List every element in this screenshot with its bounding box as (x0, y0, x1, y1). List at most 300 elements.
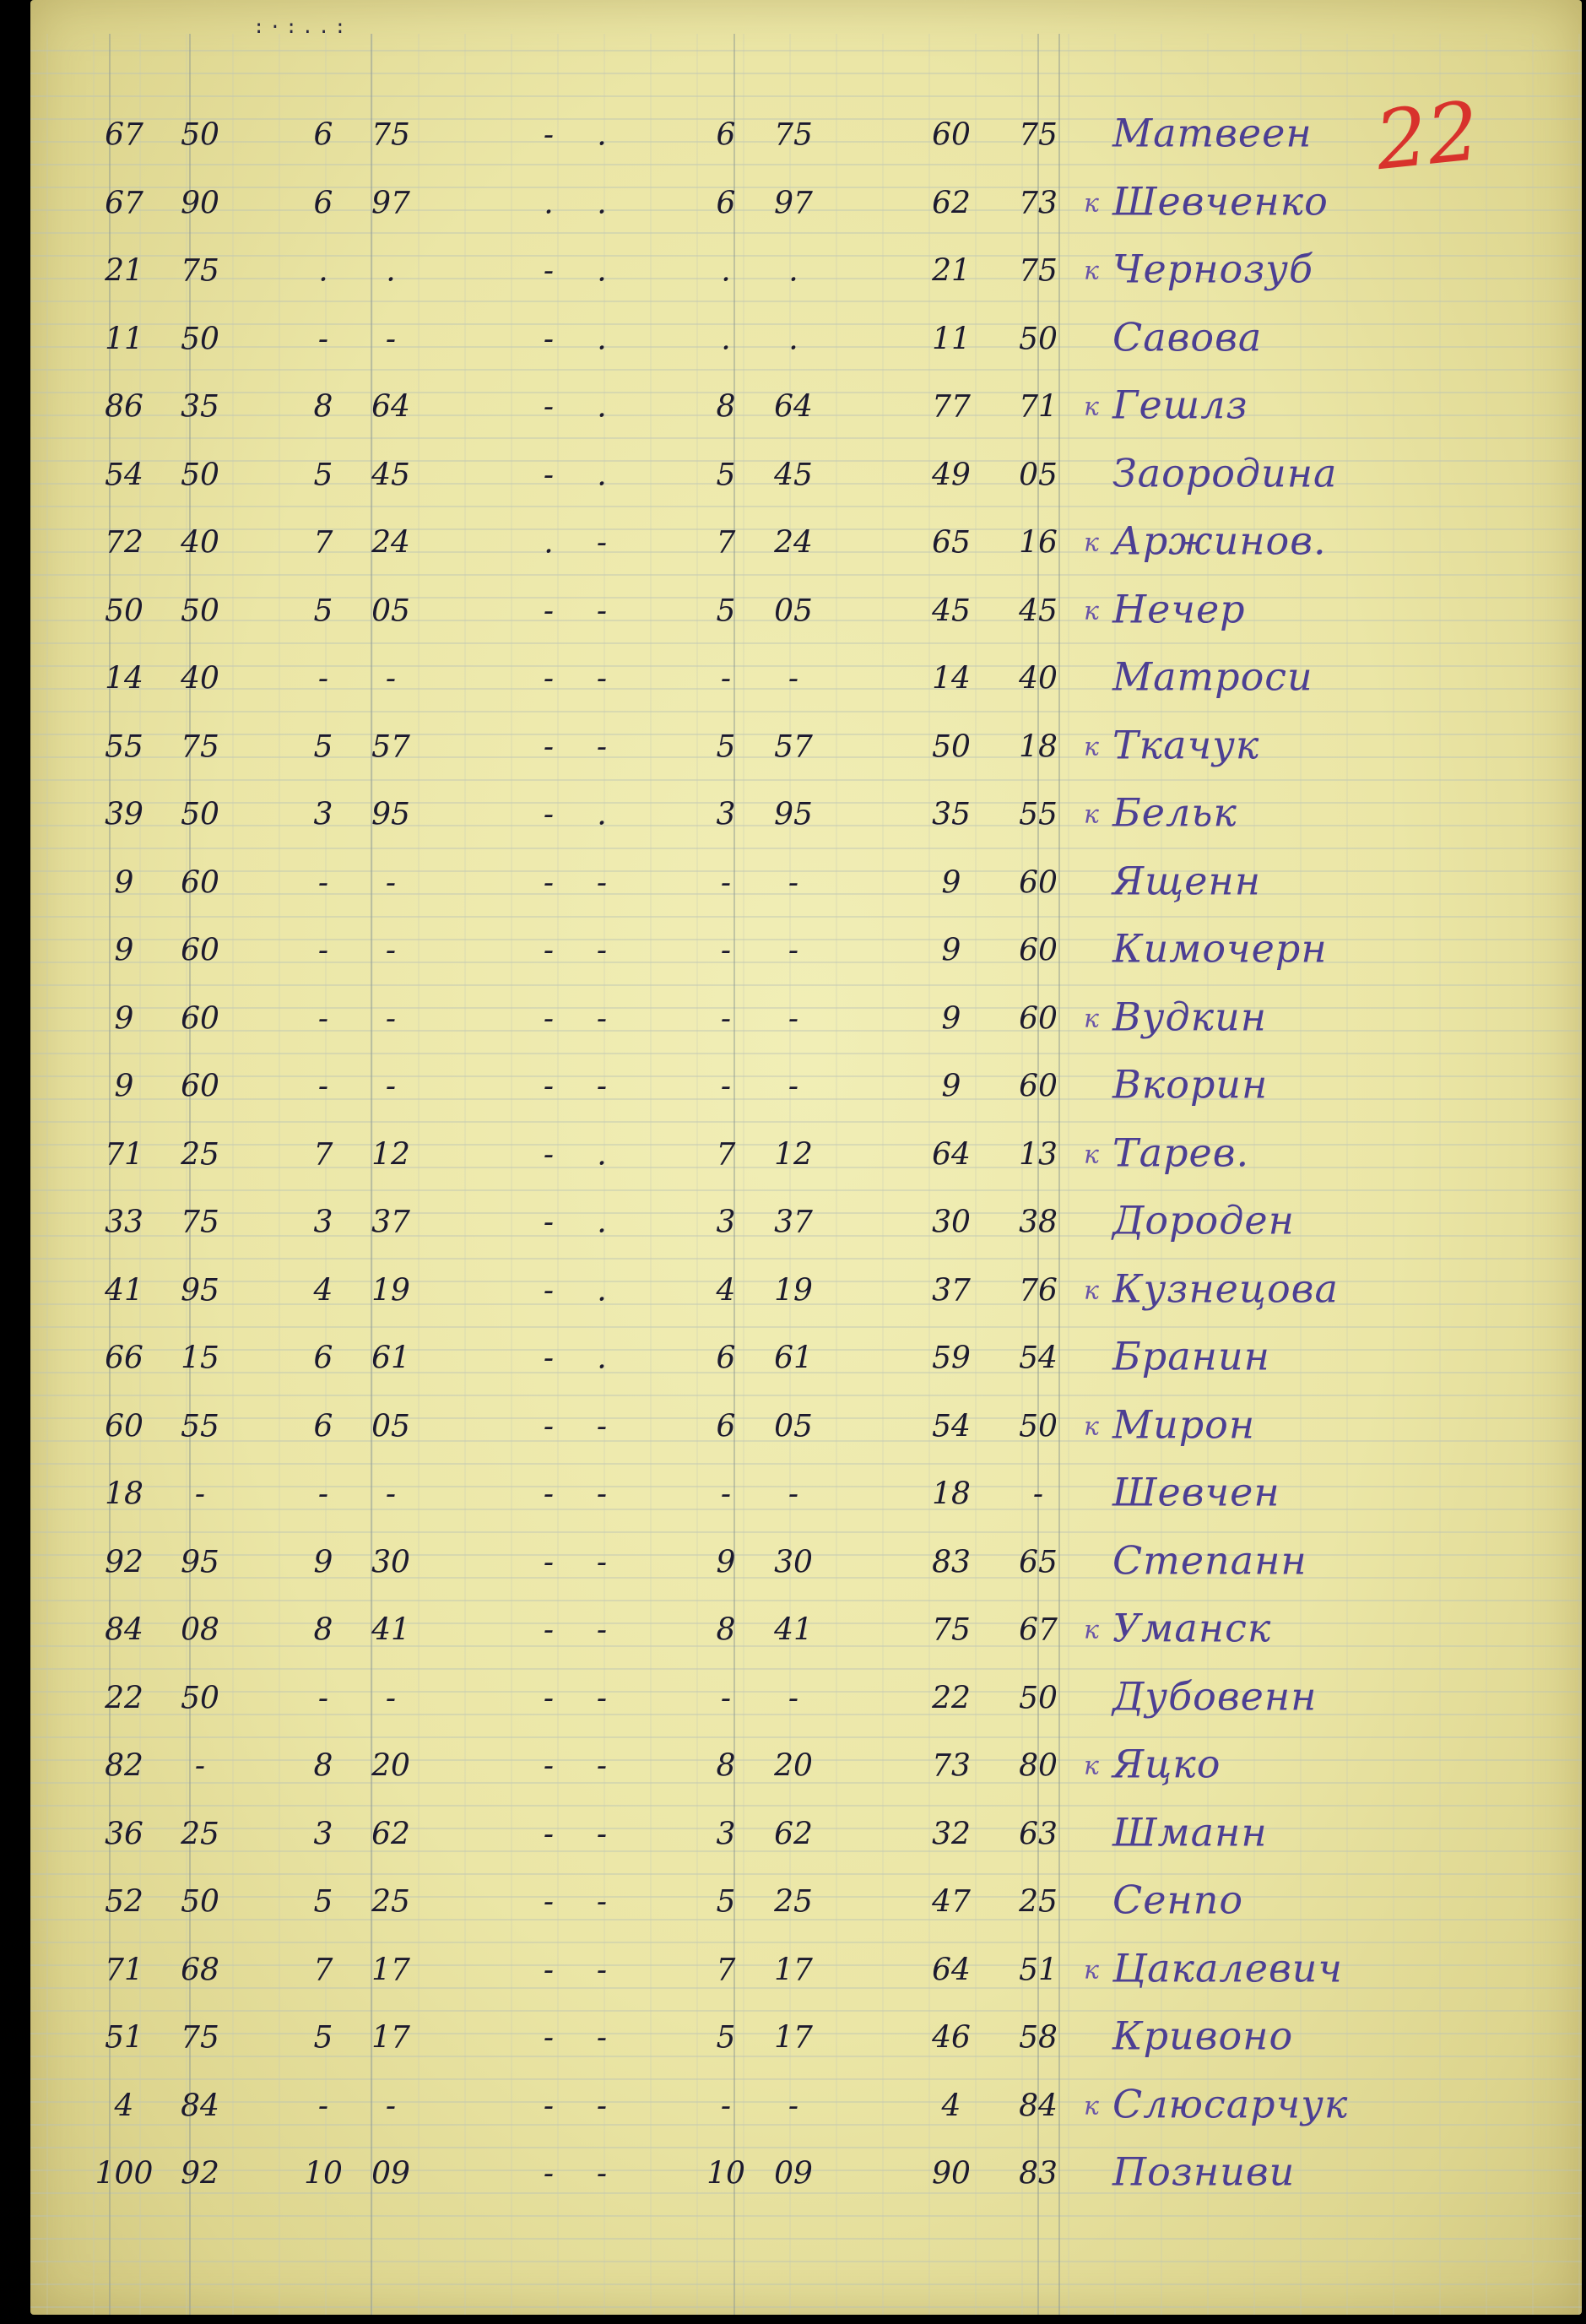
ledger-cell-col-6: - (596, 1612, 608, 1648)
ledger-cell-col-8: 24 (774, 525, 813, 561)
ledger-cell-col-1: 67 (105, 117, 143, 153)
ledger-cell-col-7: 9 (716, 1545, 736, 1579)
ledger-cell-col-6: . (597, 389, 607, 425)
check-mark: к (1084, 1276, 1099, 1305)
ledger-cell-col-2: 60 (181, 933, 219, 968)
ledger-cell-col-2: 60 (181, 1001, 219, 1036)
ledger-cell-col-8: 95 (774, 797, 813, 832)
ledger-cell-col-9: 64 (932, 1953, 971, 1987)
ledger-cell-col-3: 5 (313, 458, 333, 492)
ledger-cell-col-4: - (385, 865, 397, 900)
ledger-cell-col-3: 4 (313, 1273, 333, 1308)
ledger-cell-col-4: 45 (371, 458, 410, 492)
ledger-cell-col-6: . (597, 797, 607, 832)
ledger-cell-col-5: - (543, 2156, 555, 2191)
ledger-cell-col-6: - (596, 1069, 608, 1104)
ledger-cell-col-7: - (720, 1476, 732, 1512)
ledger-cell-col-7: - (720, 2088, 732, 2123)
ledger-cell-col-3: - (317, 1069, 329, 1104)
signature-name: Аржинов. (1112, 517, 1327, 564)
ledger-cell-col-9: 9 (941, 865, 961, 900)
ledger-cell-col-5: - (543, 1205, 555, 1240)
ledger-cell-col-8: 17 (774, 2020, 813, 2056)
ledger-cell-col-4: - (385, 1476, 397, 1512)
ledger-cell-col-10: 60 (1019, 865, 1058, 900)
ledger-cell-col-3: 8 (313, 1612, 333, 1648)
ledger-cell-col-5: . (544, 525, 554, 561)
ledger-cell-col-10: 58 (1019, 2020, 1058, 2056)
ledger-cell-col-6: - (596, 525, 608, 561)
ledger-cell-col-1: 21 (105, 253, 143, 289)
ledger-cell-col-9: 62 (932, 186, 971, 220)
ledger-cell-col-2: 50 (181, 322, 219, 356)
ledger-cell-col-9: 90 (932, 2156, 971, 2191)
ledger-cell-col-5: - (543, 1341, 555, 1376)
ledger-cell-col-7: 3 (716, 1817, 736, 1851)
ledger-cell-col-1: 18 (105, 1476, 143, 1512)
ledger-cell-col-10: 13 (1019, 1137, 1058, 1172)
signature-name: Гешлз (1112, 382, 1248, 428)
check-mark: к (1084, 596, 1099, 626)
ledger-cell-col-8: . (788, 322, 798, 356)
ledger-cell-col-3: - (317, 1476, 329, 1512)
ledger-cell-col-1: 9 (114, 865, 134, 900)
ledger-cell-col-10: 63 (1019, 1817, 1058, 1851)
ledger-cell-col-2: 92 (181, 2156, 219, 2191)
ledger-cell-col-9: 47 (932, 1884, 971, 1920)
ledger-cell-col-4: 05 (371, 593, 410, 628)
ledger-cell-col-10: 18 (1019, 729, 1058, 764)
ledger-cell-col-7: - (720, 661, 732, 696)
ledger-cell-col-8: 45 (774, 458, 813, 492)
ledger-cell-col-1: 84 (105, 1612, 143, 1648)
ledger-cell-col-10: 55 (1019, 797, 1058, 832)
signature-name: Заородина (1112, 449, 1338, 496)
ledger-cell-col-1: 92 (105, 1545, 143, 1579)
ledger-cell-col-4: 09 (371, 2156, 410, 2191)
ledger-cell-col-6: . (597, 1137, 607, 1172)
ledger-cell-col-9: 30 (932, 1205, 971, 1240)
ledger-cell-col-2: 75 (181, 729, 219, 764)
ledger-cell-col-9: 50 (932, 729, 971, 764)
ledger-cell-col-3: 7 (313, 1137, 333, 1172)
ledger-cell-col-2: 50 (181, 797, 219, 832)
ledger-cell-col-4: 97 (371, 186, 410, 220)
ledger-cell-col-1: 9 (114, 1069, 134, 1104)
ledger-cell-col-7: 4 (716, 1273, 736, 1308)
ledger-cell-col-3: 6 (313, 1341, 333, 1376)
ledger-cell-col-7: 3 (716, 1205, 736, 1240)
signature-name: Уманск (1112, 1605, 1272, 1651)
signature-name: Бранин (1112, 1333, 1270, 1379)
ledger-cell-col-7: 3 (716, 797, 736, 832)
ledger-cell-col-2: 95 (181, 1545, 219, 1579)
ledger-cell-col-6: - (596, 2088, 608, 2123)
ledger-cell-col-5: - (543, 253, 555, 289)
ledger-cell-col-9: 49 (932, 458, 971, 492)
check-mark: к (1084, 528, 1099, 558)
signature-name: Дороден (1112, 1197, 1295, 1243)
ledger-cell-col-5: - (543, 1409, 555, 1444)
signature-name: Ткачук (1112, 721, 1260, 767)
signature-name: Бельк (1112, 789, 1237, 836)
ledger-cell-col-2: 75 (181, 2020, 219, 2056)
ledger-cell-col-4: 19 (371, 1273, 410, 1308)
ledger-cell-col-1: 11 (105, 322, 143, 356)
ledger-cell-col-8: 41 (774, 1612, 813, 1648)
ledger-cell-col-8: 62 (774, 1817, 813, 1851)
ledger-cell-col-9: 21 (932, 253, 971, 289)
ledger-cell-col-5: - (543, 1545, 555, 1579)
ledger-cell-col-3: 5 (313, 729, 333, 764)
ledger-cell-col-8: 25 (774, 1884, 813, 1920)
ledger-cell-col-6: . (597, 1341, 607, 1376)
signature-name: Степанн (1112, 1536, 1307, 1583)
ledger-cell-col-2: 35 (181, 389, 219, 425)
ledger-cell-col-8: 17 (774, 1953, 813, 1987)
ledger-cell-col-9: 4 (941, 2088, 961, 2123)
ledger-cell-col-3: - (317, 661, 329, 696)
ledger-cell-col-10: 65 (1019, 1545, 1058, 1579)
ledger-cell-col-4: - (385, 2088, 397, 2123)
ledger-cell-col-3: 5 (313, 593, 333, 628)
ledger-cell-col-2: 50 (181, 458, 219, 492)
ledger-cell-col-9: 22 (932, 1681, 971, 1715)
ledger-cell-col-7: 8 (716, 1612, 736, 1648)
ledger-cell-col-8: - (788, 1681, 799, 1715)
ledger-cell-col-6: - (596, 2020, 608, 2056)
signature-name: Шевченко (1112, 177, 1329, 224)
ledger-cell-col-1: 60 (105, 1409, 143, 1444)
signature-name: Вудкин (1112, 993, 1268, 1039)
ledger-cell-col-9: 14 (932, 661, 971, 696)
ledger-cell-col-7: 7 (716, 1137, 736, 1172)
ledger-cell-col-8: 61 (774, 1341, 813, 1376)
ledger-cell-col-4: 75 (371, 117, 410, 153)
ledger-cell-col-1: 66 (105, 1341, 143, 1376)
ledger-cell-col-3: 8 (313, 389, 333, 425)
ledger-cell-col-10: 25 (1019, 1884, 1058, 1920)
check-mark: к (1084, 1751, 1099, 1781)
ledger-cell-col-5: - (543, 1953, 555, 1987)
signature-name: Ященн (1112, 857, 1262, 903)
signature-name: Сенпо (1112, 1877, 1244, 1923)
ledger-cell-col-6: . (597, 186, 607, 220)
ledger-cell-col-1: 39 (105, 797, 143, 832)
ledger-cell-col-10: 50 (1019, 322, 1058, 356)
ledger-cell-col-1: 9 (114, 933, 134, 968)
ledger-cell-col-1: 100 (95, 2156, 154, 2191)
ledger-cell-col-4: 95 (371, 797, 410, 832)
ledger-cell-col-6: - (596, 1409, 608, 1444)
ledger-cell-col-1: 33 (105, 1205, 143, 1240)
ledger-cell-col-4: - (385, 1069, 397, 1104)
signature-name: Шманн (1112, 1808, 1268, 1855)
ledger-cell-col-4: 24 (371, 525, 410, 561)
ledger-cell-col-10: 40 (1019, 661, 1058, 696)
ledger-cell-col-2: 84 (181, 2088, 219, 2123)
ledger-cell-col-7: - (720, 1681, 732, 1715)
ledger-cell-col-7: - (720, 1001, 732, 1036)
ledger-cell-col-2: 60 (181, 865, 219, 900)
ledger-cell-col-8: - (788, 1476, 799, 1512)
signature-name: Позниви (1112, 2148, 1296, 2195)
check-mark: к (1084, 2091, 1099, 2121)
ledger-cell-col-7: 8 (716, 1748, 736, 1784)
ledger-cell-col-2: 75 (181, 253, 219, 289)
ledger-cell-col-9: 54 (932, 1409, 971, 1444)
ledger-cell-col-6: - (596, 933, 608, 968)
ledger-cell-col-2: 40 (181, 661, 219, 696)
ledger-cell-col-2: 25 (181, 1137, 219, 1172)
signature-name: Савова (1112, 313, 1263, 360)
ledger-cell-col-4: 25 (371, 1884, 410, 1920)
ledger-cell-col-7: 5 (716, 593, 736, 628)
check-mark: к (1084, 799, 1099, 830)
ledger-cell-col-5: - (543, 117, 555, 153)
ledger-cell-col-3: - (317, 2088, 329, 2123)
signature-name: Нечер (1112, 585, 1246, 631)
ledger-cell-col-4: 61 (371, 1341, 410, 1376)
ledger-cell-col-5: - (543, 1476, 555, 1512)
ledger-cell-col-1: 52 (105, 1884, 143, 1920)
ledger-cell-col-1: 72 (105, 525, 143, 561)
signature-name: Кузнецова (1112, 1265, 1339, 1311)
page-number: 22 (1371, 83, 1484, 189)
ledger-cell-col-5: - (543, 458, 555, 492)
ledger-cell-col-6: . (597, 458, 607, 492)
ledger-cell-col-8: 19 (774, 1273, 813, 1308)
ledger-cell-col-10: 38 (1019, 1205, 1058, 1240)
check-mark: к (1084, 1411, 1099, 1441)
ledger-cell-col-3: 9 (313, 1545, 333, 1579)
signature-name: Шевчен (1112, 1469, 1280, 1515)
ledger-cell-col-10: 45 (1019, 593, 1058, 628)
ledger-cell-col-2: - (194, 1748, 206, 1784)
ledger-cell-col-9: 37 (932, 1273, 971, 1308)
signature-name: Чернозуб (1112, 246, 1314, 292)
ledger-cell-col-3: 10 (304, 2156, 343, 2191)
ledger-cell-col-8: 37 (774, 1205, 813, 1240)
ledger-cell-col-4: 17 (371, 2020, 410, 2056)
signature-name: Вкорин (1112, 1061, 1269, 1108)
ledger-cell-col-1: 71 (105, 1137, 143, 1172)
ledger-cell-col-4: - (385, 1001, 397, 1036)
ledger-cell-col-3: 7 (313, 1953, 333, 1987)
check-mark: к (1084, 188, 1099, 218)
ledger-cell-col-8: 57 (774, 729, 813, 764)
ledger-cell-col-10: 54 (1019, 1341, 1058, 1376)
ledger-cell-col-6: - (596, 865, 608, 900)
ledger-cell-col-8: . (788, 253, 798, 289)
check-mark: к (1084, 1615, 1099, 1645)
ledger-cell-col-10: 80 (1019, 1748, 1058, 1784)
ledger-cell-col-9: 11 (932, 322, 971, 356)
ledger-cell-col-9: 64 (932, 1137, 971, 1172)
ledger-cell-col-2: 25 (181, 1817, 219, 1851)
signature-name: Тарев. (1112, 1129, 1250, 1175)
ledger-cell-col-8: 05 (774, 1409, 813, 1444)
ledger-cell-col-5: - (543, 1273, 555, 1308)
ledger-cell-col-4: 41 (371, 1612, 410, 1648)
ledger-cell-col-3: 6 (313, 186, 333, 220)
ledger-cell-col-7: - (720, 865, 732, 900)
ledger-cell-col-9: 46 (932, 2020, 971, 2056)
ledger-cell-col-6: . (597, 1205, 607, 1240)
check-mark: к (1084, 1004, 1099, 1033)
ledger-cell-col-5: - (543, 1884, 555, 1920)
ledger-cell-col-3: - (317, 1681, 329, 1715)
ledger-cell-col-2: 55 (181, 1409, 219, 1444)
ledger-cell-col-6: - (596, 1953, 608, 1987)
ledger-cell-col-5: - (543, 593, 555, 628)
ledger-cell-col-5: - (543, 322, 555, 356)
ledger-cell-col-6: - (596, 1817, 608, 1851)
ledger-cell-col-7: 7 (716, 1953, 736, 1987)
ledger-cell-col-4: - (385, 661, 397, 696)
ledger-cell-col-7: 6 (716, 117, 736, 153)
ledger-cell-col-4: 62 (371, 1817, 410, 1851)
ledger-cell-col-1: 4 (114, 2088, 134, 2123)
ledger-cell-col-9: 32 (932, 1817, 971, 1851)
signature-name: Дубовенн (1112, 1672, 1318, 1719)
ledger-cell-col-5: - (543, 1137, 555, 1172)
ledger-cell-col-6: - (596, 1748, 608, 1784)
ledger-cell-col-8: 20 (774, 1748, 813, 1784)
ledger-cell-col-5: - (543, 1681, 555, 1715)
ledger-cell-col-7: 7 (716, 525, 736, 561)
ledger-cell-col-1: 41 (105, 1273, 143, 1308)
ledger-cell-col-6: . (597, 253, 607, 289)
ledger-cell-col-8: - (788, 2088, 799, 2123)
ledger-cell-col-8: 30 (774, 1545, 813, 1579)
ledger-cell-col-1: 50 (105, 593, 143, 628)
ledger-cell-col-2: 50 (181, 117, 219, 153)
ledger-cell-col-1: 55 (105, 729, 143, 764)
ledger-cell-col-4: - (385, 322, 397, 356)
ledger-cell-col-2: 68 (181, 1953, 219, 1987)
ledger-cell-col-5: - (543, 933, 555, 968)
ledger-cell-col-6: - (596, 661, 608, 696)
ledger-cell-col-3: - (317, 865, 329, 900)
ledger-cell-col-6: - (596, 593, 608, 628)
ledger-cell-col-4: . (386, 253, 396, 289)
ledger-cell-col-2: 40 (181, 525, 219, 561)
ledger-cell-col-10: 16 (1019, 525, 1058, 561)
ledger-cell-col-10: 50 (1019, 1409, 1058, 1444)
ledger-cell-col-4: 17 (371, 1953, 410, 1987)
ledger-cell-col-3: - (317, 1001, 329, 1036)
signature-name: Слюсарчук (1112, 2080, 1349, 2126)
ledger-cell-col-6: - (596, 1476, 608, 1512)
ledger-cell-col-2: 75 (181, 1205, 219, 1240)
ledger-cell-col-5: - (543, 1748, 555, 1784)
ledger-cell-col-10: - (1032, 1476, 1044, 1512)
check-mark: к (1084, 1140, 1099, 1169)
ledger-cell-col-5: - (543, 1069, 555, 1104)
ledger-cell-col-7: 10 (706, 2156, 745, 2191)
ledger-cell-col-4: 05 (371, 1409, 410, 1444)
ledger-cell-col-2: 50 (181, 1884, 219, 1920)
ledger-cell-col-2: 08 (181, 1612, 219, 1648)
ledger-cell-col-8: 97 (774, 186, 813, 220)
ledger-cell-col-10: 50 (1019, 1681, 1058, 1715)
ledger-cell-col-9: 18 (932, 1476, 971, 1512)
ledger-cell-col-9: 60 (932, 117, 971, 153)
ledger-cell-col-7: 6 (716, 1341, 736, 1376)
ledger-cell-col-3: 3 (313, 797, 333, 832)
ledger-cell-col-4: 57 (371, 729, 410, 764)
ledger-cell-col-2: 50 (181, 1681, 219, 1715)
ledger-cell-col-4: 12 (371, 1137, 410, 1172)
ledger-cell-col-6: - (596, 1545, 608, 1579)
ledger-cell-col-7: 6 (716, 186, 736, 220)
ledger-cell-col-2: 60 (181, 1069, 219, 1104)
ledger-cell-col-9: 9 (941, 933, 961, 968)
ledger-cell-col-5: - (543, 729, 555, 764)
signature-name: Матроси (1112, 653, 1313, 700)
ledger-cell-col-2: 95 (181, 1273, 219, 1308)
ledger-cell-col-9: 59 (932, 1341, 971, 1376)
ledger-cell-col-8: 75 (774, 117, 813, 153)
ledger-cell-col-1: 86 (105, 389, 143, 425)
ledger-cell-col-8: 64 (774, 389, 813, 425)
ledger-cell-col-9: 77 (932, 389, 971, 425)
ledger-cell-col-1: 9 (114, 1001, 134, 1036)
ledger-cell-col-4: 37 (371, 1205, 410, 1240)
ledger-cell-col-8: - (788, 865, 799, 900)
ledger-cell-col-5: . (544, 186, 554, 220)
ledger-cell-col-4: - (385, 933, 397, 968)
ledger-cell-col-3: 3 (313, 1817, 333, 1851)
ledger-cell-col-3: - (317, 322, 329, 356)
ledger-cell-col-4: 20 (371, 1748, 410, 1784)
ledger-cell-col-8: 09 (774, 2156, 813, 2191)
ledger-cell-col-1: 71 (105, 1953, 143, 1987)
ledger-cell-col-10: 67 (1019, 1612, 1058, 1648)
ledger-cell-col-9: 9 (941, 1001, 961, 1036)
ledger-cell-col-1: 82 (105, 1748, 143, 1784)
ledger-cell-col-3: - (317, 933, 329, 968)
ledger-cell-col-9: 45 (932, 593, 971, 628)
ledger-cell-col-6: . (597, 322, 607, 356)
ledger-cell-col-5: - (543, 389, 555, 425)
ledger-cell-col-5: - (543, 865, 555, 900)
ledger-cell-col-8: - (788, 1069, 799, 1104)
ledger-cell-col-8: - (788, 1001, 799, 1036)
ledger-cell-col-9: 65 (932, 525, 971, 561)
check-mark: к (1084, 732, 1099, 761)
signature-name: Кривоно (1112, 2013, 1294, 2059)
ledger-cell-col-4: - (385, 1681, 397, 1715)
ledger-cell-col-10: 71 (1019, 389, 1058, 425)
ledger-cell-col-7: - (720, 1069, 732, 1104)
ledger-cell-col-2: 15 (181, 1341, 219, 1376)
ledger-cell-col-6: - (596, 1681, 608, 1715)
ledger-cell-col-8: 05 (774, 593, 813, 628)
signature-name: Цакалевич (1112, 1944, 1343, 1991)
ledger-cell-col-3: . (318, 253, 328, 289)
ledger-cell-col-3: 5 (313, 2020, 333, 2056)
ledger-cell-col-3: 3 (313, 1205, 333, 1240)
ledger-cell-col-3: 6 (313, 117, 333, 153)
ledger-cell-col-2: 90 (181, 186, 219, 220)
ledger-cell-col-5: - (543, 797, 555, 832)
ledger-cell-col-9: 73 (932, 1748, 971, 1784)
corner-dots: :·:..: (253, 17, 351, 38)
check-mark: к (1084, 256, 1099, 286)
ledger-cell-col-6: - (596, 1884, 608, 1920)
